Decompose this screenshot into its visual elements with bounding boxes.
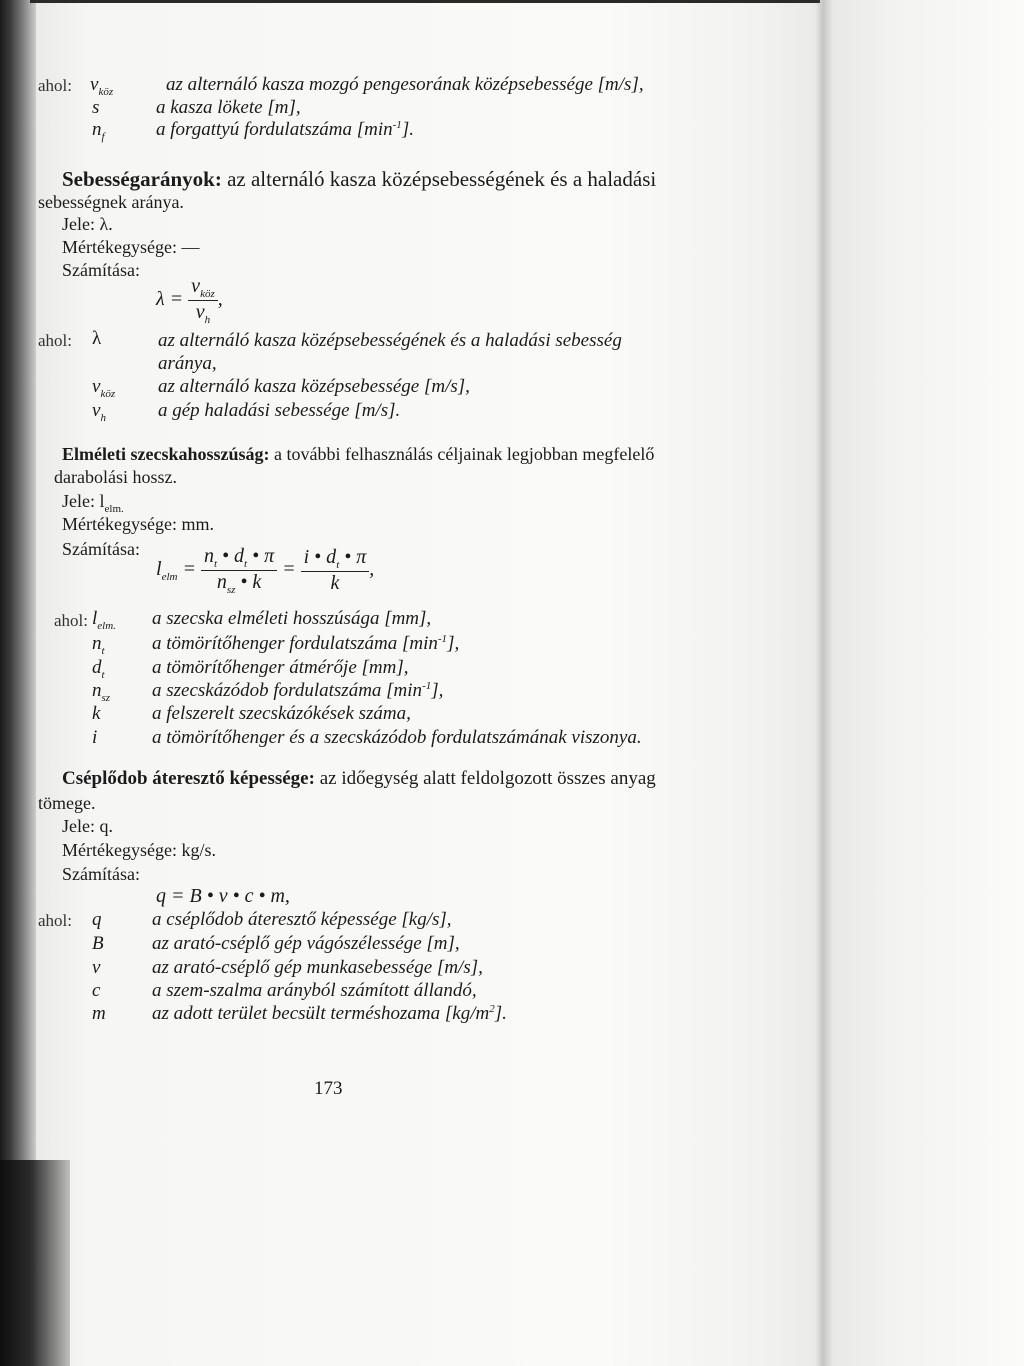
jele-line: Jele: q. — [62, 816, 113, 836]
symbol-m: m — [92, 1003, 106, 1024]
description-line: aránya, — [158, 353, 217, 374]
mertekegysege-line: Mértékegysége: mm. — [62, 514, 214, 534]
description-line: a tömörítőhenger és a szecskázódob fordulatszámának viszonya. — [152, 727, 642, 748]
description-line: az adott terület becsült terméshozama $[kg/m^2]$. — [152, 1003, 507, 1024]
description-line: az alternáló kasza középsebességének és a haladási sebesség — [158, 330, 622, 351]
description-line: az alternáló kasza mozgó pengesorának középsebessége [m/s], — [166, 74, 644, 95]
symbol-v: v — [92, 957, 101, 978]
description-line: az arató-cséplő gép vágószélessége [m], — [152, 933, 460, 954]
symbol-n-sz: $n_{sz}$ — [92, 680, 111, 704]
section-paragraph-cont: sebességnek aránya. — [38, 192, 184, 212]
section-paragraph: Sebességarányok: az alternáló kasza középsebességének és a haladási — [62, 167, 657, 191]
description-line: a gép haladási sebessége [m/s]. — [158, 400, 401, 421]
book-spine-shadow-bottom — [0, 1160, 70, 1366]
szamitasa-line: Számítása: — [62, 864, 140, 884]
description-line: a felszerelt szecskázókések száma, — [152, 703, 411, 724]
description-line: a cséplődob áteresztő képessége [kg/s], — [152, 909, 452, 930]
page-right-edge-shadow — [815, 0, 833, 1366]
description-line: az alternáló kasza középsebessége [m/s], — [158, 376, 470, 397]
symbol-v-koz: $v_{köz}$ — [92, 376, 116, 400]
symbol-n-t: $n_t$ — [92, 633, 105, 657]
symbol-v-h: $v_h$ — [92, 400, 106, 424]
page-number: 173 — [314, 1078, 343, 1099]
symbol-l-elm: $l_{elm.}$ — [92, 608, 116, 632]
formula-lambda: λ = $\frac{v_{köz}}{v_h}$ , — [156, 275, 223, 326]
jele-line: Jele: $l_{elm.}$ — [62, 491, 124, 515]
formula-l-elm: $l_{elm}$ = $\frac{n_t • d_t • \pi}{n_{sz} • k}$ = $\frac{i • d_t • \pi}{k}$ , — [156, 545, 375, 596]
description-line: a szem-szalma arányból számított állandó, — [152, 980, 477, 1001]
symbol-c: c — [92, 980, 101, 1001]
mertekegysege-line: Mértékegysége: kg/s. — [62, 840, 216, 860]
jele-line: Jele: λ. — [62, 214, 113, 234]
description-line: a kasza lökete [m], — [156, 97, 301, 118]
symbol-k: k — [92, 703, 101, 724]
description-line: a szecskázódob fordulatszáma $[\min^{-1}]$, — [152, 680, 444, 701]
section-paragraph: Cséplődob áteresztő képessége: az időegység alatt feldolgozott összes anyag — [62, 768, 656, 789]
symbol-n-f: $n_f$ — [92, 119, 105, 143]
description-line: a forgattyú fordulatszáma $[\min^{-1}]$. — [156, 119, 414, 140]
ahol-label: ahol: — [38, 911, 72, 930]
ahol-label: ahol: — [38, 76, 72, 95]
symbol-v-koz: $v_{köz}$ — [90, 74, 114, 98]
symbol-lambda: λ — [92, 328, 102, 349]
section-paragraph: Elméleti szecskahosszúság: a további felhasználás céljainak legjobban megfelelő — [62, 444, 655, 464]
description-line: a tömörítőhenger átmérője [mm], — [152, 657, 409, 678]
symbol-s: s — [92, 97, 100, 118]
section-paragraph-cont: tömege. — [38, 793, 96, 813]
description-line: a szecska elméleti hosszúsága [mm], — [152, 608, 432, 629]
symbol-i: i — [92, 727, 98, 748]
symbol-d-t: $d_t$ — [92, 657, 105, 681]
symbol-B: B — [92, 933, 104, 954]
section-paragraph-cont: darabolási hossz. — [54, 467, 177, 487]
description-line: az arató-cséplő gép munkasebessége [m/s], — [152, 957, 483, 978]
ahol-label: ahol: — [54, 611, 88, 630]
ahol-label: ahol: — [38, 331, 72, 350]
mertekegysege-line: Mértékegysége: — — [62, 237, 200, 257]
szamitasa-line: Számítása: — [62, 539, 140, 559]
description-line: a tömörítőhenger fordulatszáma $[\min^{-1}]$, — [152, 633, 460, 654]
formula-q: q = B • v • c • m, — [156, 885, 290, 907]
szamitasa-line: Számítása: — [62, 260, 140, 280]
symbol-q: q — [92, 909, 102, 930]
page-top-edge — [30, 0, 820, 3]
